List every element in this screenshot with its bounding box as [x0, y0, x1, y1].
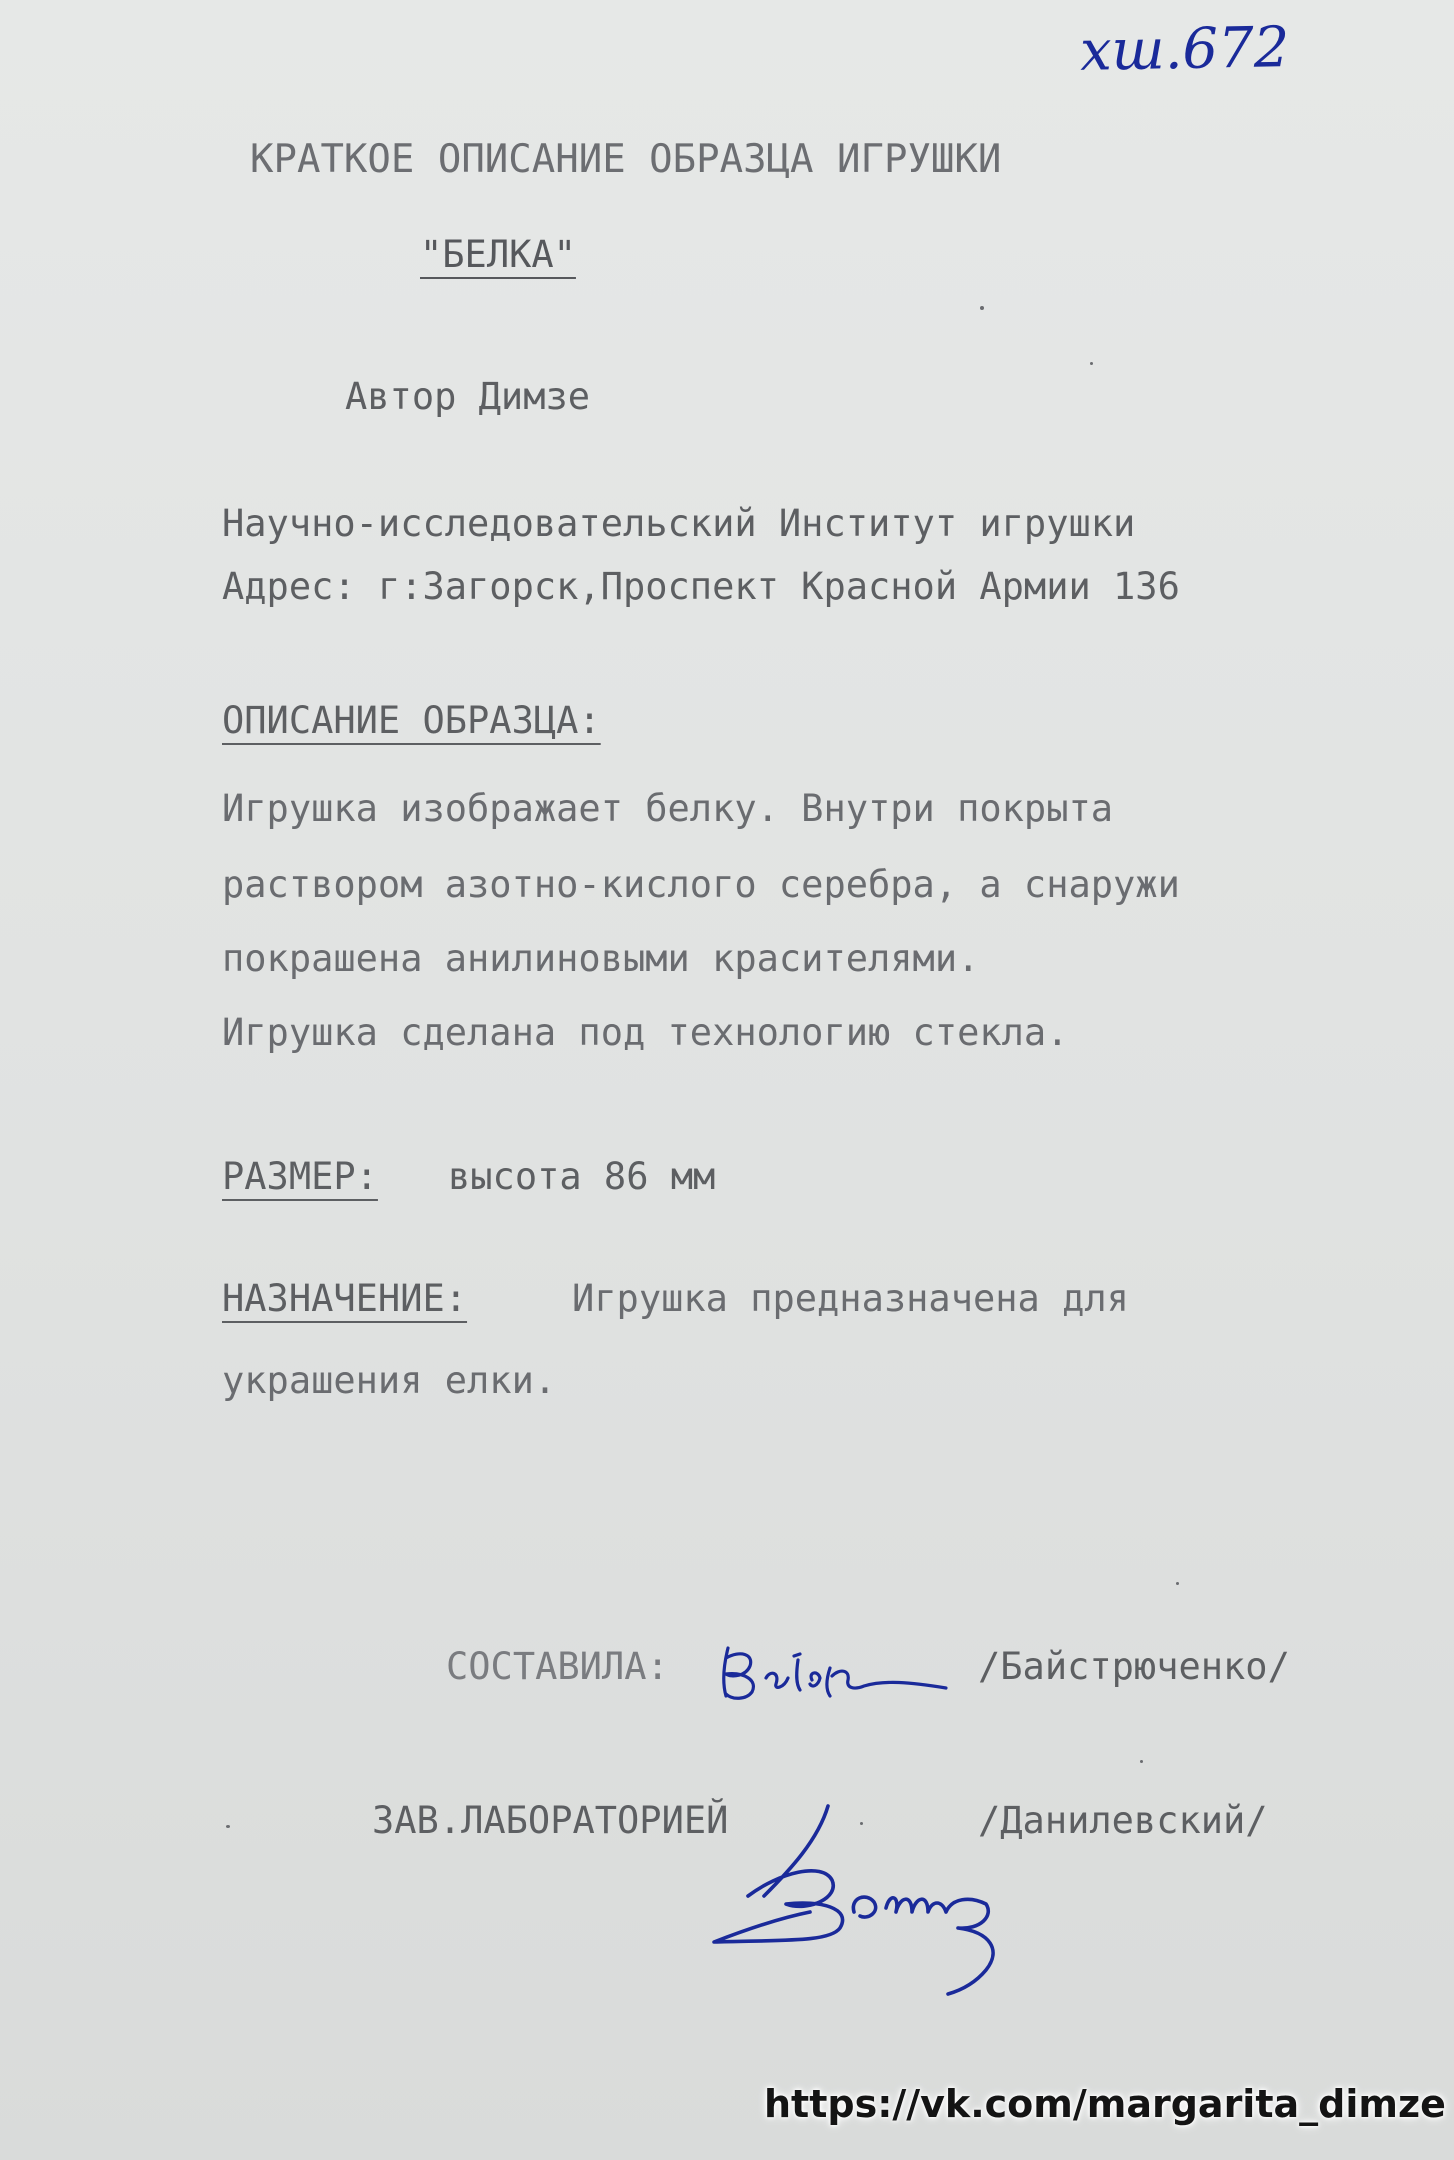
size-heading: РАЗМЕР:	[222, 1155, 378, 1198]
lab-head-label: ЗАВ.ЛАБОРАТОРИЕЙ	[372, 1799, 729, 1842]
toy-name: "БЕЛКА"	[420, 233, 576, 276]
purpose-text-line: украшения елки.	[222, 1359, 557, 1402]
description-line: покрашена анилиновыми красителями.	[222, 937, 980, 980]
paper-speck	[980, 306, 984, 310]
compiled-by-signature	[714, 1630, 964, 1710]
paper-speck	[1090, 362, 1093, 365]
watermark-url: https://vk.com/margarita_dimze	[764, 2082, 1446, 2126]
institute-line: Научно-исследовательский Институт игрушки	[222, 502, 1136, 545]
lab-head-name: /Данилевский/	[978, 1799, 1268, 1842]
paper-speck	[1140, 1760, 1143, 1763]
purpose-heading: НАЗНАЧЕНИЕ:	[222, 1277, 468, 1320]
description-line: раствором азотно-кислого серебра, а снаружи	[222, 863, 1180, 906]
archive-number-handwritten: хш.672	[1079, 15, 1290, 84]
description-line: Игрушка изображает белку. Внутри покрыта	[222, 787, 1114, 830]
paper-speck	[226, 1825, 230, 1828]
address-line: Адрес: г:Загорск,Проспект Красной Армии 136	[222, 565, 1180, 608]
description-heading: ОПИСАНИЕ ОБРАЗЦА:	[222, 699, 601, 742]
paper-speck	[860, 1822, 863, 1825]
compiled-by-label: СОСТАВИЛА:	[446, 1645, 669, 1688]
author-line: Автор Димзе	[345, 375, 591, 418]
size-value: высота 86 мм	[448, 1155, 716, 1198]
purpose-text-line: Игрушка предназначена для	[572, 1277, 1129, 1320]
description-line: Игрушка сделана под технологию стекла.	[222, 1011, 1069, 1054]
document-title: КРАТКОЕ ОПИСАНИЕ ОБРАЗЦА ИГРУШКИ	[250, 137, 1002, 182]
paper-speck	[1176, 1582, 1179, 1585]
compiled-by-name: /Байстрюченко/	[978, 1645, 1290, 1688]
